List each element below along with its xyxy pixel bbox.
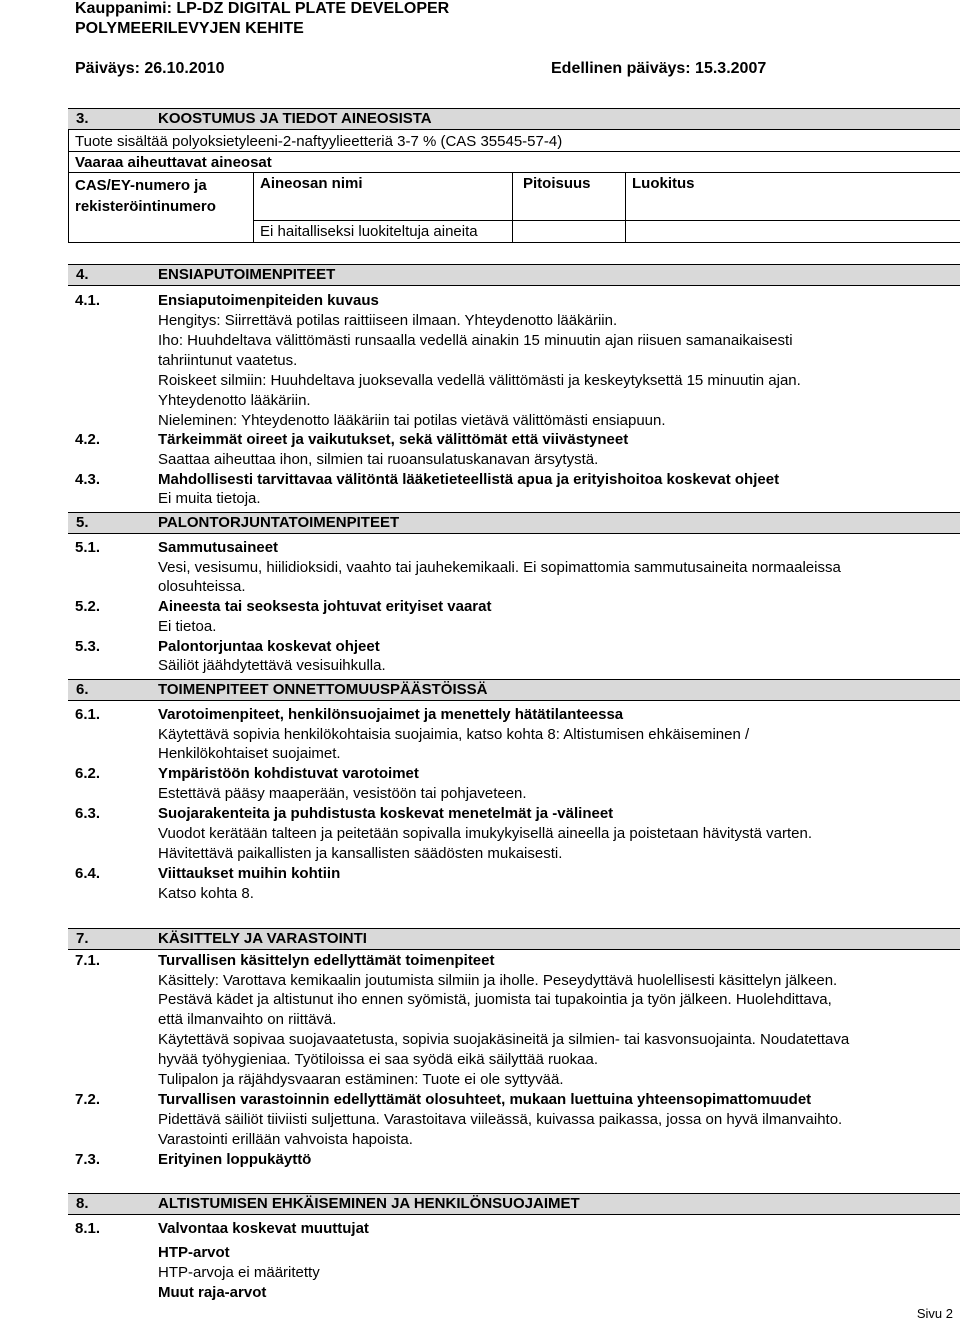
col-header-concentration: Pitoisuus <box>523 175 591 192</box>
subsection-title: Aineesta tai seoksesta johtuvat erityiset vaarat <box>158 598 492 615</box>
section-number: 3. <box>76 110 89 127</box>
text-line: Katso kohta 8. <box>158 885 254 902</box>
section-title: PALONTORJUNTATOIMENPITEET <box>158 514 400 531</box>
other-limits-label: Muut raja-arvot <box>158 1284 267 1301</box>
subsection-title: Palontorjuntaa koskevat ohjeet <box>158 638 380 655</box>
text-line: Saattaa aiheuttaa ihon, silmien tai ruoansulatuskanavan ärsytystä. <box>158 451 599 468</box>
text-line: Käsittely: Varottava kemikaalin joutumista silmiin ja iholle. Peseydyttävä huolellisesti käsittelyn jälkeen. <box>158 972 838 989</box>
section-3-header <box>68 108 960 130</box>
hazard-components-title: Vaaraa aiheuttavat aineosat <box>75 154 272 171</box>
subsection-title: Tärkeimmät oireet ja vaikutukset, sekä välittömät että viivästyneet <box>158 431 629 448</box>
text-line: Varastointi erillään vahvoista hapoista. <box>158 1131 413 1148</box>
section-title: ENSIAPUTOIMENPITEET <box>158 266 336 283</box>
page-number: Sivu 2 <box>916 1306 953 1321</box>
col-header-classification: Luokitus <box>632 175 695 192</box>
subsection-number: 6.1. <box>75 706 101 723</box>
text-line: Vuodot kerätään talteen ja peitetään sopivalla imukykyisellä aineella ja poistetaan hävitystä varten. <box>158 825 813 842</box>
text-line: Pidettävä säiliöt tiiviisti suljettuna. Varastoitava viileässä, kuivassa paikassa, jossa on hyvä ilmanvaihto. <box>158 1111 843 1128</box>
text-line: Tulipalon ja räjähdysvaaran estäminen: Tuote ei ole syttyvää. <box>158 1071 564 1088</box>
subsection-number: 4.2. <box>75 431 101 448</box>
text-line: Hävitettävä paikallisten ja kansallisten säädösten mukaisesti. <box>158 845 563 862</box>
text-line: Pestävä kädet ja altistunut iho ennen syömistä, juomista tai tupakointia ja työn jälkeen. Huolehdittava, <box>158 991 832 1008</box>
subsection-number: 6.4. <box>75 865 101 882</box>
section-title: TOIMENPITEET ONNETTOMUUSPÄÄSTÖISSÄ <box>158 681 488 698</box>
subsection-title: Ympäristöön kohdistuvat varotoimet <box>158 765 419 782</box>
composition-table <box>68 130 960 243</box>
text-line: Säiliöt jäähdytettävä vesisuihkulla. <box>158 657 386 674</box>
text-line: Roiskeet silmiin: Huuhdeltava juoksevalla vedellä välittömästi ja keskeytyksettä 15 minuutin ajan. <box>158 372 801 389</box>
section-number: 4. <box>76 266 89 283</box>
text-line: olosuhteissa. <box>158 578 246 595</box>
subsection-title: Sammutusaineet <box>158 539 279 556</box>
product-name-line2: POLYMEERILEVYJEN KEHITE <box>75 20 304 37</box>
text-line: hyvää työhygieniaa. Työtiloissa ei saa syödä eikä säilyttää ruokaa. <box>158 1051 598 1068</box>
subsection-title: Turvallisen varastoinnin edellyttämät olosuhteet, mukaan luettuina yhteensopimattomuudet <box>158 1091 812 1108</box>
text-line: Ei muita tietoja. <box>158 490 261 507</box>
section-title: ALTISTUMISEN EHKÄISEMINEN JA HENKILÖNSUOJAIMET <box>158 1195 580 1212</box>
text-line: tahriintunut vaatetus. <box>158 352 298 369</box>
subsection-number: 5.3. <box>75 638 101 655</box>
text-line: Estettävä pääsy maaperään, vesistöön tai pohjaveteen. <box>158 785 527 802</box>
document-date: Päiväys: 26.10.2010 <box>75 60 225 77</box>
section-number: 5. <box>76 514 89 531</box>
section-4-header <box>68 264 960 286</box>
htp-label: HTP-arvot <box>158 1244 230 1261</box>
subsection-number: 6.2. <box>75 765 101 782</box>
section-title: KOOSTUMUS JA TIEDOT AINEOSISTA <box>158 110 432 127</box>
section-8-header <box>68 1193 960 1215</box>
section-6-header <box>68 679 960 701</box>
subsection-title: Suojarakenteita ja puhdistusta koskevat menetelmät ja -välineet <box>158 805 614 822</box>
subsection-title: Mahdollisesti tarvittavaa välitöntä lääketieteellistä apua ja erityishoitoa koskevat ohjeet <box>158 471 780 488</box>
section-5-header <box>68 512 960 534</box>
col-header-cas: CAS/EY-numero ja rekisteröintinumero <box>75 177 216 215</box>
subsection-title: Turvallisen käsittelyn edellyttämät toimenpiteet <box>158 952 495 969</box>
subsection-number: 7.2. <box>75 1091 101 1108</box>
subsection-number: 4.1. <box>75 292 101 309</box>
section-title: KÄSITTELY JA VARASTOINTI <box>158 930 367 947</box>
subsection-number: 5.1. <box>75 539 101 556</box>
text-line: että ilmanvaihto on riittävä. <box>158 1011 337 1028</box>
subsection-title: Ensiaputoimenpiteiden kuvaus <box>158 292 379 309</box>
previous-date: Edellinen päiväys: 15.3.2007 <box>551 60 767 77</box>
product-name-line1: Kauppanimi: LP-DZ DIGITAL PLATE DEVELOPER <box>75 0 450 17</box>
subsection-title: Viittaukset muihin kohtiin <box>158 865 341 882</box>
subsection-number: 5.2. <box>75 598 101 615</box>
text-line: Käytettävä sopivia henkilökohtaisia suojaimia, katso kohta 8: Altistumisen ehkäiseminen / <box>158 726 750 743</box>
text-line: Iho: Huuhdeltava välittömästi runsaalla vedellä ainakin 15 minuutin ajan riisuen samanaikaisesti <box>158 332 793 349</box>
subsection-title: Valvontaa koskevat muuttujat <box>158 1220 369 1237</box>
subsection-title: Erityinen loppukäyttö <box>158 1151 312 1168</box>
text-line: Käytettävä sopivaa suojavaatetusta, sopivia suojakäsineitä ja silmien- tai kasvonsuojainta. Noudatettava <box>158 1031 850 1048</box>
text-line: Yhteydenotto lääkäriin. <box>158 392 311 409</box>
subsection-number: 7.3. <box>75 1151 101 1168</box>
section-7-header <box>68 928 960 950</box>
text-line: Henkilökohtaiset suojaimet. <box>158 745 341 762</box>
subsection-title: Varotoimenpiteet, henkilönsuojaimet ja menettely hätätilanteessa <box>158 706 624 723</box>
col-header-name: Aineosan nimi <box>260 175 363 192</box>
text-line: Ei tietoa. <box>158 618 217 635</box>
section-number: 7. <box>76 930 89 947</box>
subsection-number: 6.3. <box>75 805 101 822</box>
htp-value: HTP-arvoja ei määritetty <box>158 1264 320 1281</box>
subsection-number: 4.3. <box>75 471 101 488</box>
text-line: Vesi, vesisumu, hiilidioksidi, vaahto tai jauhekemikaali. Ei sopimattomia sammutusaineita normaaleissa <box>158 559 841 576</box>
subsection-number: 7.1. <box>75 952 101 969</box>
text-line: Nieleminen: Yhteydenotto lääkäriin tai potilas vietävä välittömästi ensiapuun. <box>158 412 666 429</box>
component-name-cell: Ei haitalliseksi luokiteltuja aineita <box>260 223 478 240</box>
composition-description: Tuote sisältää polyoksietyleeni-2-naftyylieetteriä 3-7 % (CAS 35545-57-4) <box>75 133 563 150</box>
section-number: 6. <box>76 681 89 698</box>
subsection-number: 8.1. <box>75 1220 101 1237</box>
text-line: Hengitys: Siirrettävä potilas raittiiseen ilmaan. Yhteydenotto lääkäriin. <box>158 312 618 329</box>
section-number: 8. <box>76 1195 89 1212</box>
